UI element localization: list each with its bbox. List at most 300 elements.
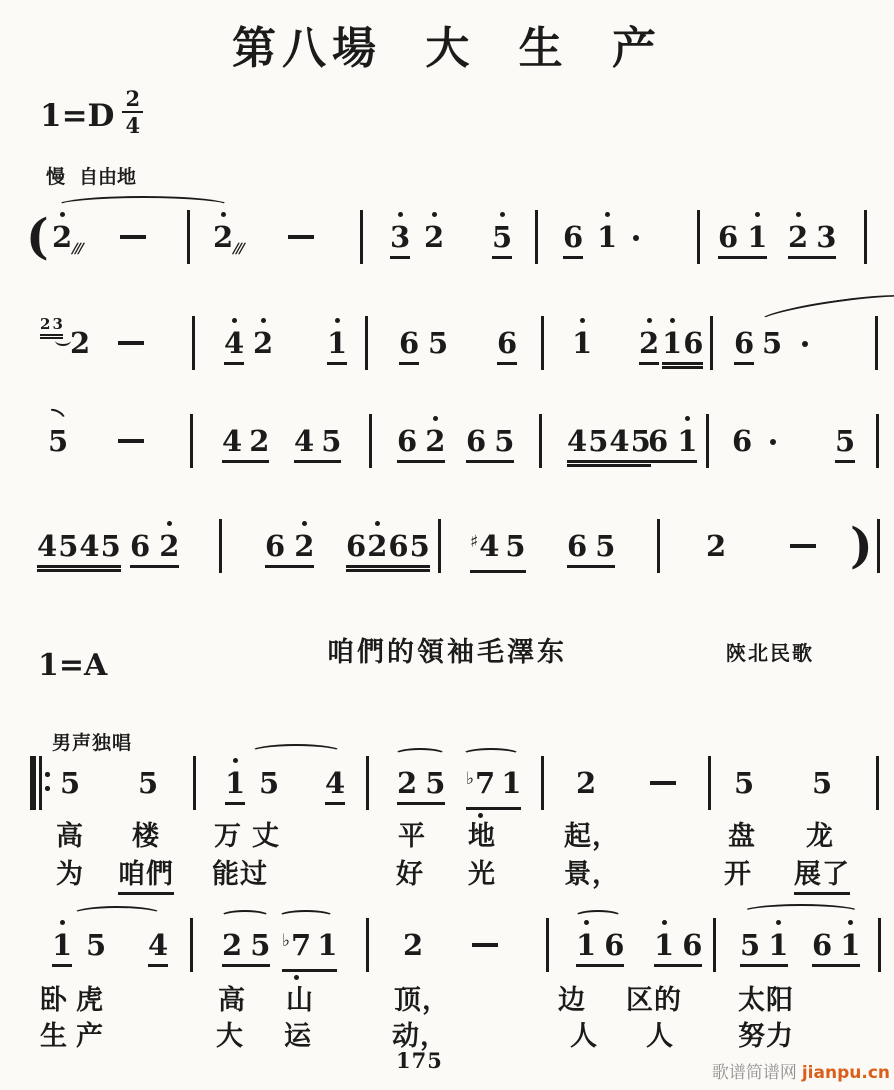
lyric-syllable: 景， (564, 859, 620, 890)
slur-arc (278, 910, 334, 923)
barline (878, 918, 881, 972)
slur-arc (394, 748, 446, 761)
time-signature-denominator: 4 (125, 113, 141, 139)
jianpu-note: 2 (222, 928, 243, 962)
jianpu-note: 4 (222, 424, 243, 458)
jianpu-note: 5 (492, 222, 512, 253)
jianpu-note: 2 (294, 531, 314, 562)
barline (546, 918, 549, 972)
jianpu-note: 6 (682, 928, 703, 962)
lyric-syllable: 区的 (626, 985, 682, 1016)
lyric-syllable: 能过 (212, 859, 268, 890)
accidental-sharp: ♯ (470, 532, 479, 552)
note-wrap (706, 531, 726, 562)
barline (877, 519, 880, 573)
note-wrap (718, 222, 767, 259)
jianpu-note: 2 (159, 531, 179, 562)
beamed-note-group (222, 930, 270, 967)
note-token (732, 426, 752, 457)
note-wrap (812, 930, 860, 967)
jianpu-note: 5 (428, 326, 449, 360)
lyric-syllable: 太阳 (738, 985, 794, 1016)
beamed-note-group (397, 426, 445, 463)
jianpu-note: 5 (321, 424, 342, 458)
tempo-free-label: 自由地 (79, 166, 137, 188)
note-token (224, 328, 244, 365)
jianpu-note: 5 (60, 766, 81, 800)
repeat-dot (45, 772, 50, 777)
note-token (492, 222, 512, 259)
jianpu-note: 2 (424, 222, 444, 253)
barline (706, 414, 709, 468)
jianpu-note: 6 (567, 529, 588, 563)
lyric-syllable: 大 (216, 1021, 244, 1052)
note-wrap (734, 328, 754, 365)
lyric-syllable: 山 (286, 985, 314, 1016)
barline (713, 918, 716, 972)
barline (187, 210, 190, 264)
note-token (639, 328, 659, 365)
jianpu-note: 5 (595, 529, 616, 563)
note-wrap (835, 426, 855, 463)
beamed-note-group (470, 531, 526, 573)
octave-dot-above (796, 212, 801, 217)
lyric-syllable: 人 (570, 1021, 598, 1052)
lyric-syllable: 高 (56, 821, 84, 852)
jianpu-note: 6 (265, 529, 286, 563)
repeat-begin-sign (30, 756, 52, 810)
beamed-note-group (294, 426, 341, 463)
note-token (148, 930, 168, 967)
repeat-thin-bar (39, 756, 42, 810)
note-wrap (390, 222, 410, 259)
note-wrap (762, 328, 782, 359)
octave-dot-above (605, 212, 610, 217)
note-token (424, 222, 444, 253)
beamed-note-group (282, 930, 337, 972)
octave-dot-above (776, 920, 781, 925)
beamed-note-group (567, 531, 615, 568)
lyric-syllable: 为 (56, 859, 84, 890)
note-wrap (222, 426, 269, 463)
note-wrap (466, 426, 514, 463)
note-token (428, 328, 448, 359)
barline (710, 316, 713, 370)
duration-dash (790, 544, 816, 548)
jianpu-note: 5 (734, 766, 755, 800)
jianpu-note: 6 (497, 326, 518, 360)
jianpu-note: 2 (639, 328, 659, 359)
note-wrap (576, 930, 624, 967)
jianpu-note: 4 (79, 529, 100, 563)
note-wrap (403, 930, 423, 961)
jianpu-note: 1 (225, 768, 245, 799)
note-token (762, 328, 782, 359)
note-token (563, 222, 583, 259)
note-wrap (572, 328, 592, 359)
octave-dot-above (433, 416, 438, 421)
note-token (60, 768, 80, 799)
octave-dot-above (755, 212, 760, 217)
barline (366, 918, 369, 972)
jianpu-note: 6 (397, 424, 418, 458)
note-token (399, 328, 419, 365)
octave-dot-above (670, 318, 675, 323)
jianpu-note: 6 (734, 326, 755, 360)
note-wrap (213, 220, 245, 257)
barline (438, 519, 441, 573)
jianpu-note: 1 (840, 930, 860, 961)
octave-dot-above (375, 521, 380, 526)
tremolo-mark: /// (70, 241, 84, 257)
note-wrap (397, 768, 445, 805)
barline (193, 756, 196, 810)
note-wrap (52, 930, 72, 967)
jianpu-note: 5 (425, 766, 446, 800)
song-title: 咱們的領袖毛澤东 (327, 637, 567, 668)
jianpu-note: 2 /// (52, 222, 72, 253)
tempo-slow-label: 慢 (46, 166, 66, 188)
duration-dash (120, 235, 146, 239)
duration-dash (288, 235, 314, 239)
jianpu-note: 5 (494, 424, 515, 458)
lyric-syllable: 努力 (738, 1021, 794, 1052)
barline (864, 210, 867, 264)
jianpu-note: 1 (768, 930, 788, 961)
augmentation-dot (770, 439, 776, 445)
octave-dot-above (60, 920, 65, 925)
note-wrap (222, 930, 270, 967)
note-wrap (639, 328, 659, 365)
note-wrap (576, 768, 596, 799)
note-wrap (740, 930, 788, 967)
note-token (390, 222, 410, 259)
note-token (70, 328, 90, 359)
note-wrap (148, 930, 168, 967)
jianpu-note: 6 (732, 424, 753, 458)
barline (535, 210, 538, 264)
jianpu-note: 5 (138, 766, 159, 800)
note-wrap (253, 328, 273, 359)
beamed-note-group (662, 328, 703, 365)
jianpu-note: 4 (294, 424, 315, 458)
jianpu-note: 2 (403, 928, 424, 962)
jianpu-note: 2 (40, 315, 51, 333)
lyric-syllable: 龙 (806, 821, 834, 852)
jianpu-note: 1 (654, 930, 674, 961)
jianpu-note: 3 (816, 220, 837, 254)
note-wrap (428, 328, 448, 359)
jianpu-note: 5 (835, 424, 856, 458)
jianpu-note: 6 (466, 424, 487, 458)
key-signature-text: 1=D (40, 98, 115, 134)
lyric-syllable: 边 (558, 985, 586, 1016)
octave-dot-above (60, 212, 65, 217)
barline (369, 414, 372, 468)
jianpu-note: 5 (58, 529, 79, 563)
jianpu-note: ♭7 (466, 768, 495, 804)
jianpu-note: 1 (576, 930, 596, 961)
octave-dot-above (848, 920, 853, 925)
note-wrap (497, 328, 517, 365)
octave-dot-above (232, 318, 237, 323)
note-token (835, 426, 855, 463)
jianpu-note: 6 (130, 529, 151, 563)
note-wrap (470, 531, 526, 573)
lyric-syllable: 楼 (132, 821, 160, 852)
jianpu-note: 2 (576, 766, 597, 800)
slur-arc (574, 910, 622, 923)
jianpu-note: 1 (747, 222, 767, 253)
accidental-flat: ♭ (282, 931, 291, 951)
octave-dot-above (500, 212, 505, 217)
jianpu-note: 5 (630, 424, 651, 458)
note-token (812, 768, 832, 799)
lyric-syllable: 卧 (40, 985, 68, 1016)
octave-dot-above (167, 521, 172, 526)
note-token (576, 768, 596, 799)
jianpu-note: 6 (812, 928, 833, 962)
note-wrap (259, 768, 279, 799)
note-token (325, 768, 345, 805)
jianpu-note: 6 (648, 424, 669, 458)
note-wrap (265, 531, 314, 568)
jianpu-note: 2 /// (213, 222, 233, 253)
note-wrap (40, 316, 63, 336)
note-wrap (648, 426, 697, 463)
jianpu-note: 6 (346, 529, 367, 563)
beamed-note-group (130, 531, 179, 568)
barline (360, 210, 363, 264)
barline (190, 918, 193, 972)
note-wrap (346, 531, 430, 568)
note-wrap (812, 768, 832, 799)
slur-arc (462, 748, 520, 761)
note-wrap (732, 426, 752, 457)
note-wrap (60, 768, 80, 799)
note-token (138, 768, 158, 799)
octave-dot-above (647, 318, 652, 323)
beamed-note-group (397, 768, 445, 805)
octave-dot-above (221, 212, 226, 217)
repeat-dot (45, 786, 50, 791)
lyric-syllable: 开 (724, 859, 752, 890)
jianpu-note: 6 (604, 928, 625, 962)
slur-arc (250, 744, 342, 760)
note-token (213, 220, 245, 257)
page-number: 175 (396, 1048, 443, 1073)
note-token (253, 328, 273, 359)
jianpu-note: 5 (100, 529, 121, 563)
beamed-note-group (654, 930, 702, 967)
duration-dash (118, 439, 144, 443)
barline (541, 316, 544, 370)
beamed-note-group (265, 531, 314, 568)
lyric-syllable: 万 (214, 821, 242, 852)
lyric-syllable: 盘 (728, 821, 756, 852)
slur-arc (220, 910, 270, 923)
note-token (597, 222, 617, 253)
note-wrap (597, 222, 617, 253)
barline (876, 756, 879, 810)
note-wrap (70, 328, 90, 359)
slur-arc (72, 906, 162, 922)
note-wrap (399, 328, 419, 365)
lyric-syllable: 产 (76, 1021, 104, 1052)
tremolo-mark: /// (231, 241, 245, 257)
jianpu-note: 5 (48, 424, 69, 458)
lyric-syllable: 生 (40, 1021, 68, 1052)
barline (192, 316, 195, 370)
note-wrap (52, 220, 84, 257)
lyric-syllable: 展了 (794, 852, 850, 895)
note-wrap (48, 426, 68, 457)
jianpu-note: 2 (249, 424, 270, 458)
jianpu-note: 1 (662, 328, 682, 359)
note-token (327, 328, 347, 365)
jianpu-note: 6 (683, 326, 704, 360)
octave-dot-above (398, 212, 403, 217)
beamed-note-group (648, 426, 697, 463)
octave-dot-above (662, 920, 667, 925)
barline (539, 414, 542, 468)
lyric-syllable: 地 (468, 821, 496, 852)
jianpu-note: 6 (399, 326, 420, 360)
jianpu-note: 6 (718, 220, 739, 254)
jianpu-note: 2 (788, 222, 808, 253)
beamed-note-group (567, 426, 651, 463)
note-wrap (654, 930, 702, 967)
close-paren: ) (850, 518, 873, 574)
jianpu-note: 6 (388, 529, 409, 563)
duration-dash (650, 781, 676, 785)
note-wrap (327, 328, 347, 365)
beamed-note-group (576, 930, 624, 967)
jianpu-note: 4 (224, 328, 244, 359)
jianpu-note: 2 (397, 766, 418, 800)
jianpu-note: ♭7 (282, 930, 311, 966)
note-token (86, 930, 106, 961)
jianpu-note: 3 (390, 222, 410, 253)
note-wrap (294, 426, 341, 463)
note-wrap (282, 930, 337, 972)
barline (657, 519, 660, 573)
jianpu-note: 1 (317, 928, 338, 962)
barline (366, 756, 369, 810)
jianpu-note: 1 (52, 930, 72, 961)
note-wrap (37, 531, 121, 568)
slur-arc (757, 289, 894, 331)
octave-dot-above (302, 521, 307, 526)
octave-dot-above (233, 758, 238, 763)
note-wrap (86, 930, 106, 961)
jianpu-note: 3 (52, 315, 63, 333)
lyric-syllable: 虎 (76, 985, 104, 1016)
lyric-syllable: 好 (396, 859, 424, 890)
octave-dot-above (685, 416, 690, 421)
barline (541, 756, 544, 810)
note-token (52, 930, 72, 967)
barline (697, 210, 700, 264)
note-wrap (397, 426, 445, 463)
lyric-syllable: 光 (468, 859, 496, 890)
jianpu-note: 2 (425, 426, 445, 457)
duration-dash (118, 341, 144, 345)
jianpu-note: 5 (505, 529, 526, 563)
barline (219, 519, 222, 573)
note-wrap (224, 328, 244, 365)
note-token (497, 328, 517, 365)
jianpu-note: 5 (259, 766, 280, 800)
jianpu-note: 4 (567, 424, 588, 458)
jianpu-note: 2 (70, 326, 91, 360)
beamed-note-group (718, 222, 767, 259)
jianpu-note: 4 (325, 766, 346, 800)
repeat-thick-bar (30, 756, 36, 810)
lyric-syllable: 人 (646, 1021, 674, 1052)
page-title: 第八場 大 生 产 (232, 23, 662, 74)
note-token (225, 768, 245, 805)
jianpu-note: 2 (706, 529, 727, 563)
lyric-syllable: 动， (392, 1021, 448, 1052)
beamed-note-group (740, 930, 788, 967)
barline (708, 756, 711, 810)
octave-dot-above (261, 318, 266, 323)
beamed-note-group (466, 426, 514, 463)
jianpu-note: 5 (250, 928, 271, 962)
song-source: 陝北民歌 (726, 641, 814, 665)
octave-dot-above (335, 318, 340, 323)
note-token (48, 426, 68, 457)
note-wrap (492, 222, 512, 259)
watermark-domain: jianpu.cn (801, 1063, 890, 1083)
jianpu-note: 2 (367, 531, 387, 562)
lyric-syllable: 起， (564, 821, 620, 852)
time-signature-numerator: 2 (122, 86, 143, 113)
note-wrap (138, 768, 158, 799)
note-token (52, 220, 84, 257)
jianpu-note: ♯4 (470, 529, 500, 563)
barline (876, 414, 879, 468)
jianpu-note: 5 (740, 928, 761, 962)
jianpu-note: 1 (572, 328, 592, 359)
jianpu-note: 4 (37, 529, 58, 563)
lyric-syllable: 顶， (394, 985, 450, 1016)
slur-arc (55, 196, 231, 216)
watermark (712, 1058, 890, 1083)
note-token (572, 328, 592, 359)
octave-dot-above (580, 318, 585, 323)
augmentation-dot (633, 235, 639, 241)
jianpu-note: 1 (327, 328, 347, 359)
note-wrap (130, 531, 179, 568)
jianpu-note: 1 (597, 222, 617, 253)
note-token (403, 930, 423, 961)
note-token (734, 328, 754, 365)
lyric-syllable: 平 (398, 821, 426, 852)
jianpu-note: 5 (86, 928, 107, 962)
note-wrap (567, 426, 651, 463)
note-token (734, 768, 754, 799)
note-wrap (563, 222, 583, 259)
lyric-syllable: 高 (218, 985, 246, 1016)
barline (365, 316, 368, 370)
barline (190, 414, 193, 468)
augmentation-dot (802, 341, 808, 347)
jianpu-note: 1 (677, 426, 697, 457)
note-token (706, 531, 726, 562)
accidental-flat: ♭ (466, 769, 475, 789)
